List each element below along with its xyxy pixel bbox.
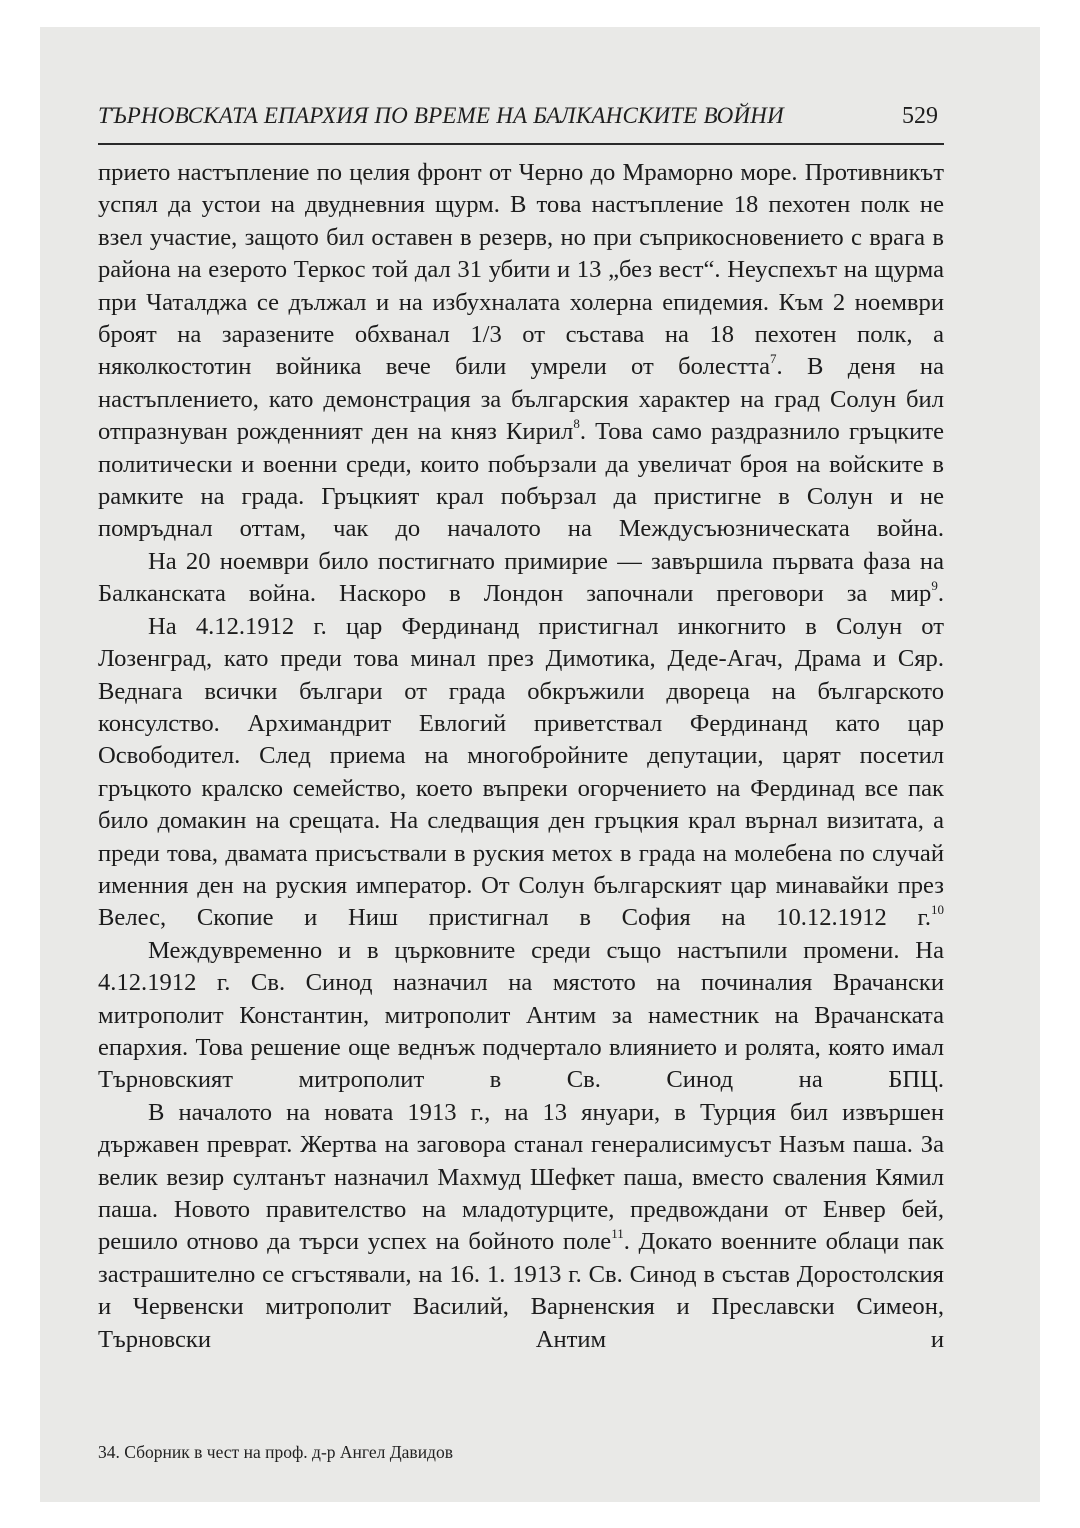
paragraph-5 (98, 1097, 944, 1356)
footnote-ref-8: 8 (573, 416, 580, 432)
paragraph-2 (98, 546, 944, 611)
page-number: 529 (902, 103, 938, 129)
footnote-ref-11: 11 (611, 1226, 624, 1242)
paragraph-5-text-a: В началото на новата 1913 г., на 13 януари, в Турция бил извършен държавен преврат. Жертва на заговора станал генералисимусът Назъм паша. За велик везир султанът назначил Махмуд Шефкет паша, вместо сваления Кямил паша. Новото правителство на младотурците, предвождани от Енвер бей, решило отново да търси успех на бойното поле (98, 1098, 944, 1256)
footnote-ref-10: 10 (931, 902, 944, 918)
paragraph-4 (98, 935, 944, 1097)
paragraph-2-text-a: На 20 ноември било постигнато примирие — завършила първата фаза на Балканската война. Наскоро в Лондон започнали преговори за мир (98, 547, 944, 608)
running-title: ТЪРНОВСКАТА ЕПАРХИЯ ПО ВРЕМЕ НА БАЛКАНСКИТЕ ВОЙНИ (98, 103, 784, 128)
paragraph-1 (98, 157, 944, 546)
running-header (98, 101, 944, 145)
paragraph-2-text-b: . (937, 580, 944, 608)
paragraph-5-text-b: . Докато военните облаци пак застрашително се сгъстявали, на 16. 1. 1913 г. Св. Синод в състав Доростолския и Червенски митрополит Василий, Варненския и Преславски Симеон, Търновски Антим и (98, 1228, 944, 1353)
footnote-ref-7: 7 (770, 351, 777, 367)
paragraph-4-text: Междувременно и в църковните среди също настъпили промени. На 4.12.1912 г. Св. Синод назначил на мястото на починалия Врачански митрополит Константин, митрополит Антим за наместник на Врачанската епархия. Това решение още веднъж подчертало влиянието и ролята, която имал Търновският митрополит в Св. Синод на БПЦ. (98, 936, 944, 1094)
paragraph-3 (98, 611, 944, 935)
paragraph-3-text: На 4.12.1912 г. цар Фердинанд пристигнал инкогнито в Солун от Лозенград, като преди това минал през Димотика, Деде-Агач, Драма и Сяр. Веднага всички българи от града обкръжили двореца на българското консулство. Архимандрит Евлогий приветствал Фердинанд като цар Освободител. След приема на многобройните депутации, царят посетил гръцкото кралско семейство, което въпреки огорчението на Фердинад все пак било домакин на срещата. На следващия ден гръцкия крал върнал визитата, а преди това, двамата присъствали в руския метох в града на молебена по случай именния ден на руския император. От Солун българският цар минавайки през Велес, Скопие и Ниш пристигнал в София на 10.12.1912 г. (98, 612, 944, 932)
body-text (98, 157, 944, 1356)
paragraph-1-text-c: . Това само раздразнило гръцките политически и военни среди, които побързали да увеличат броя на войските в рамките на града. Гръцкият крал побързал да пристигне в Солун и не помръднал оттам, чак до началото на Междусъюзническата война. (98, 418, 944, 543)
signature-footer-note: 34. Сборник в чест на проф. д-р Ангел Давидов (98, 1442, 453, 1462)
paragraph-1-text-a: прието настъпление по целия фронт от Черно до Мраморно море. Противникът успял да устои на двудневния щурм. В това настъпление 18 пехотен полк не взел участие, защото бил оставен в резерв, но при съприкосновението с врага в района на езерото Теркос той дал 31 убити и 13 „без вест“. Неуспехът на щурма при Чаталджа се дължал и на избухналата холерна епидемия. Към 2 ноември броят на заразените обхванал 1/3 от състава на 18 пехотен полк, а няколкостотин войника вече били умрели от болестта (98, 159, 944, 381)
footnote-ref-9: 9 (931, 578, 938, 594)
paragraph-1-text-b: . В деня на настъплението, като демонстрация за българския характер на град Солун бил отпразнуван рожденният ден на княз Кирил (98, 353, 944, 446)
